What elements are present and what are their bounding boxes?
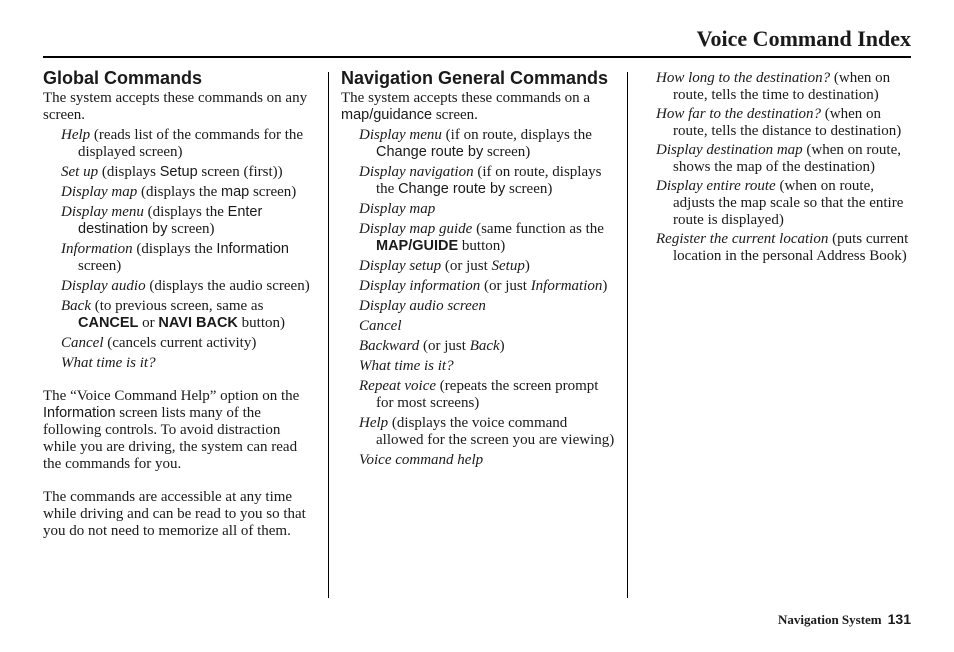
- command-name: Help: [359, 415, 389, 431]
- button-name: NAVI BACK: [158, 315, 238, 331]
- command-item: Backward (or just Back): [359, 338, 505, 354]
- command-desc: (displays the voice command allowed for the screen you are viewing): [376, 415, 615, 448]
- command-desc: (when on route, shows the map of the destination): [673, 142, 901, 175]
- screen-name: Information: [43, 405, 116, 421]
- command-item: Display map (displays the map screen): [61, 184, 297, 200]
- button-name: MAP/GUIDE: [376, 238, 459, 254]
- command-item: Display menu (if on route, displays the Change route by screen): [359, 127, 592, 160]
- command-desc: (cancels current activity): [103, 335, 257, 351]
- command-name: Cancel: [61, 335, 104, 351]
- global-commands-heading: Global Commands: [43, 68, 203, 88]
- command-item: [341, 298, 617, 315]
- command-name: Display map guide: [359, 221, 473, 237]
- command-name: Display destination map: [656, 142, 803, 158]
- command-desc: (repeats the screen prompt for most screens): [376, 378, 599, 411]
- screen-name: Change route by: [376, 144, 484, 160]
- command-name: Display setup: [359, 258, 442, 274]
- screen-name: Enter destination by: [78, 204, 263, 237]
- command-name: Display entire route: [656, 178, 776, 194]
- command-item: Back (to previous screen, same as CANCEL or NAVI BACK button): [61, 298, 285, 331]
- route-commands-section: [656, 70, 914, 265]
- screen-name: Information: [216, 241, 289, 257]
- command-name: Display audio screen: [359, 298, 486, 314]
- command-item: [656, 70, 914, 104]
- command-item: [656, 142, 914, 176]
- command-name: Repeat voice: [359, 378, 437, 394]
- screen-name: map: [221, 184, 250, 200]
- screen-name: map/guidance: [341, 107, 433, 123]
- command-item: [43, 127, 317, 161]
- navigation-commands-intro: The system accepts these commands on a map/guidance screen.: [341, 90, 591, 123]
- command-item: [656, 231, 914, 265]
- command-item: [341, 318, 617, 335]
- help-paragraph: The “Voice Command Help” option on the Information screen lists many of the following controls. To avoid distraction while you are driving, the system can read the commands for you.: [43, 388, 300, 472]
- command-alias: Information: [530, 278, 603, 294]
- command-name: Register the current location: [656, 231, 829, 247]
- command-name: Display map: [359, 201, 436, 217]
- command-name: Set up: [61, 164, 99, 180]
- command-desc: (when on route, tells the time to destination): [673, 70, 891, 103]
- command-item: Display menu (displays the Enter destination by screen): [61, 204, 263, 237]
- column-divider-2: [627, 72, 628, 598]
- command-item: Display navigation (if on route, displays the Change route by screen): [359, 164, 602, 197]
- access-paragraph: The commands are accessible at any time while driving and can be read to you so that you do not need to memorize all of them.: [43, 489, 306, 539]
- command-name: How far to the destination?: [656, 106, 821, 122]
- command-item: Display information (or just Information): [359, 278, 608, 294]
- command-item: [341, 201, 617, 218]
- page-footer: [778, 611, 911, 628]
- command-item: Set up (displays Setup screen (first)): [61, 164, 283, 180]
- screen-name: Setup: [159, 164, 198, 180]
- command-alias: Back: [469, 338, 500, 354]
- navigation-commands-section: [341, 68, 617, 469]
- command-item: Display map guide (same function as the MAP/GUIDE button): [359, 221, 604, 254]
- command-name: Display information: [359, 278, 481, 294]
- command-name: Display navigation: [359, 164, 474, 180]
- command-item: [656, 106, 914, 140]
- command-name: How long to the destination?: [656, 70, 831, 86]
- command-name: Help: [61, 127, 91, 143]
- command-item: Display setup (or just Setup): [359, 258, 530, 274]
- command-name: Display audio: [61, 278, 146, 294]
- page-title: Voice Command Index: [696, 26, 911, 51]
- command-item: [341, 358, 617, 375]
- command-item: [341, 378, 617, 412]
- command-desc: (puts current location in the personal Address Book): [673, 231, 909, 264]
- command-name: Cancel: [359, 318, 402, 334]
- footer-label: Navigation System: [778, 612, 882, 627]
- command-name: What time is it?: [61, 355, 156, 371]
- command-desc: (displays the audio screen): [145, 278, 310, 294]
- command-name: Display map: [61, 184, 138, 200]
- command-name: What time is it?: [359, 358, 454, 374]
- command-item: Information (displays the Information screen): [61, 241, 289, 274]
- global-commands-intro: The system accepts these commands on any screen.: [43, 90, 308, 123]
- command-name: Backward: [359, 338, 420, 354]
- command-item: [656, 178, 914, 229]
- column-divider-1: [328, 72, 329, 598]
- navigation-commands-heading: Navigation General Commands: [341, 68, 609, 88]
- command-item: [341, 415, 617, 449]
- command-item: [341, 452, 617, 469]
- command-desc: (when on route, tells the distance to destination): [673, 106, 902, 139]
- command-name: Back: [61, 298, 91, 314]
- command-name: Information: [61, 241, 133, 257]
- command-item: [43, 278, 317, 295]
- command-desc: (when on route, adjusts the map scale so that the entire route is displayed): [673, 178, 904, 228]
- command-name: Voice command help: [359, 452, 484, 468]
- button-name: CANCEL: [78, 315, 139, 331]
- screen-name: Change route by: [398, 181, 506, 197]
- command-alias: Setup: [491, 258, 525, 274]
- page-number: 131: [887, 611, 911, 627]
- command-name: Display menu: [359, 127, 442, 143]
- command-desc: (reads list of the commands for the displayed screen): [78, 127, 304, 160]
- command-name: Display menu: [61, 204, 144, 220]
- command-item: [43, 335, 317, 352]
- title-divider: [43, 56, 911, 58]
- global-commands-section: [43, 68, 317, 540]
- command-item: [43, 355, 317, 372]
